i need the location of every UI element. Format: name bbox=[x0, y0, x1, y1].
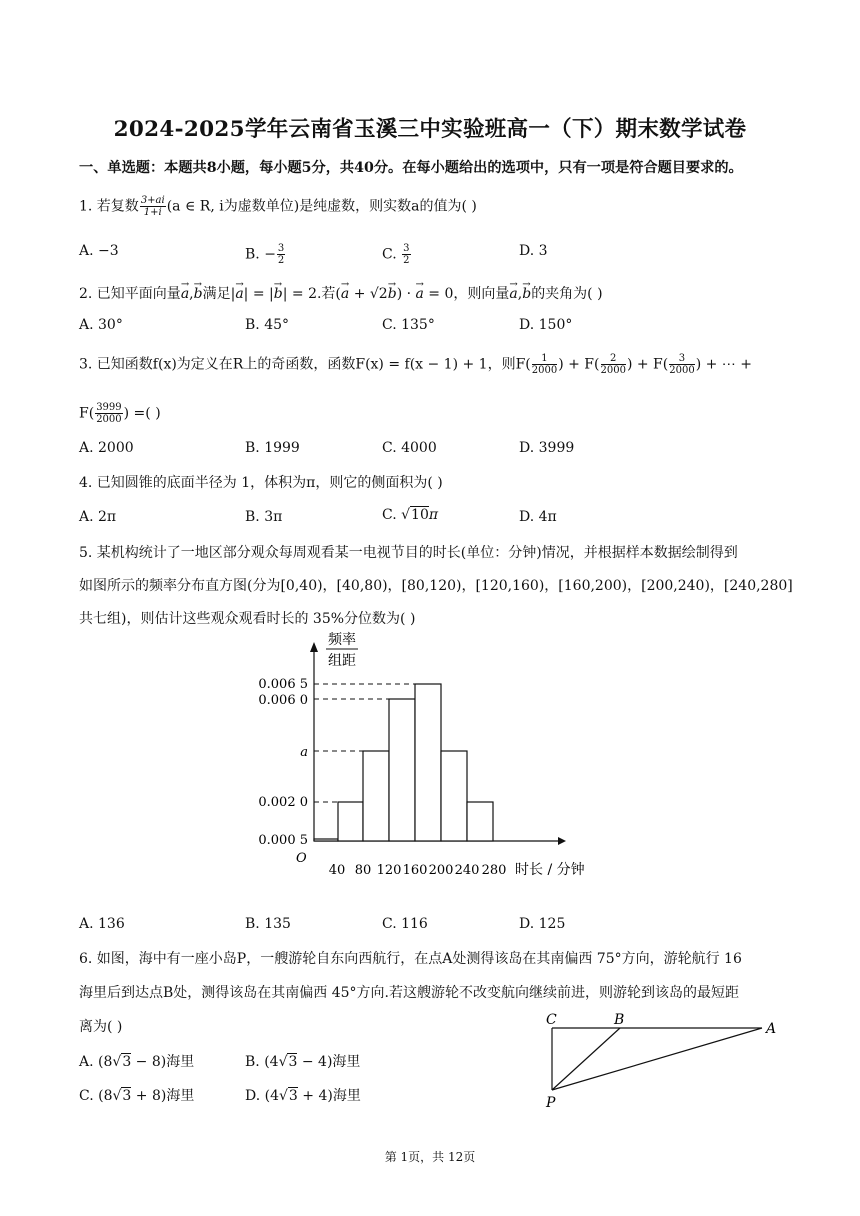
bar-80-120 bbox=[363, 751, 389, 841]
line-p-a bbox=[552, 1028, 762, 1090]
point-p-label: P bbox=[546, 1095, 556, 1111]
y-axis-arrow bbox=[310, 642, 318, 652]
q4-option-b: B. 3π bbox=[245, 509, 283, 525]
question-6-line-1: 6. 如图，海中有一座小岛P，一艘游轮自东向西航行，在点A处测得该岛在其南偏西 75°方向，游轮航行 16 bbox=[79, 951, 742, 967]
point-c-label: C bbox=[546, 1012, 557, 1028]
origin-label: O bbox=[296, 851, 307, 866]
x-tick-label: 120 bbox=[376, 863, 402, 878]
x-tick-label: 40 bbox=[328, 863, 346, 878]
x-tick-label: 200 bbox=[428, 863, 454, 878]
q5-option-b: B. 135 bbox=[245, 916, 291, 932]
q3-option-b: B. 1999 bbox=[245, 440, 300, 456]
q6-option-b: B. (4√3 − 4)海里 bbox=[245, 1054, 361, 1070]
q1-option-d: D. 3 bbox=[519, 243, 548, 259]
q6-option-c: C. (8√3 + 8)海里 bbox=[79, 1088, 195, 1104]
x-tick-label: 160 bbox=[402, 863, 428, 878]
q2-option-c: C. 135° bbox=[382, 317, 435, 333]
bar-240-280 bbox=[467, 802, 493, 841]
q5-option-d: D. 125 bbox=[519, 916, 566, 932]
histogram-chart bbox=[250, 628, 610, 883]
island-diagram bbox=[540, 1010, 790, 1112]
q2-option-d: D. 150° bbox=[519, 317, 573, 333]
q1-option-b: B. − $\frac{3}{2}$ bbox=[245, 243, 285, 266]
y-tick-label: 0.006 5 bbox=[258, 677, 308, 692]
line-p-b bbox=[552, 1028, 620, 1090]
q5-option-a: A. 136 bbox=[79, 916, 125, 932]
q1-pre: 1. 若复数 bbox=[79, 198, 139, 215]
y-tick-label: 0.000 5 bbox=[258, 833, 308, 848]
bar-160-200 bbox=[415, 684, 441, 841]
q3-option-c: C. 4000 bbox=[382, 440, 437, 456]
q1-option-c: C. $\frac{3}{2}$ bbox=[382, 243, 410, 266]
question-6-line-3: 离为( ) bbox=[79, 1019, 123, 1035]
bar-0-40 bbox=[314, 839, 338, 841]
q4-option-a: A. 2π bbox=[79, 509, 117, 525]
q4-option-c: C. √10π bbox=[382, 507, 439, 523]
x-tick-label: 80 bbox=[354, 863, 372, 878]
question-1 bbox=[79, 195, 477, 218]
question-4: 4. 已知圆锥的底面半径为 1，体积为π，则它的侧面积为( ) bbox=[79, 475, 443, 491]
x-tick-label: 240 bbox=[454, 863, 480, 878]
question-6-line-2: 海里后到达点B处，测得该岛在其南偏西 45°方向.若这艘游轮不改变航向继续前进，则游轮到该岛的最短距 bbox=[79, 985, 740, 1001]
section-heading: 一、单选题：本题共8小题，每小题5分，共40分。在每小题给出的选项中，只有一项是符合题目要求的。 bbox=[79, 160, 743, 176]
question-3-line-2: F( $\frac{3999}{2000}$ ) =( ) bbox=[79, 402, 161, 425]
point-b-label: B bbox=[614, 1012, 625, 1028]
q6-option-d: D. (4√3 + 4)海里 bbox=[245, 1088, 361, 1104]
x-axis-arrow bbox=[558, 837, 566, 845]
q1-fraction: $\frac{3+ai}{1+i}$ bbox=[140, 195, 165, 218]
y-tick-label: a bbox=[300, 745, 308, 760]
q1-post: (a ∈ R, i为虚数单位)是纯虚数，则实数a的值为( ) bbox=[166, 198, 477, 215]
question-3-line-1: 3. 已知函数f(x)为定义在R上的奇函数，函数F(x) = f(x − 1) + 1，则F( $\frac{1}{2000}$ ) + F( $\frac{2}{2000}$ ) + F( $\frac{3}{2000}$ ) + ⋯ + bbox=[79, 353, 752, 376]
bar-200-240 bbox=[441, 751, 467, 841]
question-5-line-1: 5. 某机构统计了一地区部分观众每周观看某一电视节目的时长(单位：分钟)情况，并根据样本数据绘制得到 bbox=[79, 545, 738, 561]
x-axis-label: 时长 / 分钟 bbox=[515, 862, 585, 878]
y-tick-label: 0.002 0 bbox=[258, 795, 308, 810]
question-2: 2. 已知平面向量→ a,→ b满足|→ a| = |→ b| = 2.若(→ a + √2→ b) · → a = 0，则向量→ a,→ b的夹角为( ) bbox=[79, 284, 603, 304]
y-label-denominator: 组距 bbox=[328, 653, 356, 669]
x-tick-label: 280 bbox=[481, 863, 507, 878]
q2-option-a: A. 30° bbox=[79, 317, 123, 333]
point-a-label: A bbox=[766, 1021, 777, 1037]
page-title: 2024-2025学年云南省玉溪三中实验班高一（下）期末数学试卷 bbox=[113, 117, 747, 142]
q3-option-d: D. 3999 bbox=[519, 440, 575, 456]
question-5-line-3: 共七组)，则估计这些观众观看时长的 35%分位数为( ) bbox=[79, 611, 416, 627]
q3-option-a: A. 2000 bbox=[79, 440, 134, 456]
q5-option-c: C. 116 bbox=[382, 916, 428, 932]
page-footer: 第 1页，共 12页 bbox=[384, 1150, 476, 1164]
q6-option-a: A. (8√3 − 8)海里 bbox=[79, 1054, 195, 1070]
q1-option-a: A. −3 bbox=[79, 243, 119, 259]
bar-40-80 bbox=[338, 802, 363, 841]
y-tick-label: 0.006 0 bbox=[258, 693, 308, 708]
question-5-line-2: 如图所示的频率分布直方图(分为[0,40)，[40,80)，[80,120)，[120,160)，[160,200)，[200,240)，[240,280] bbox=[79, 578, 793, 594]
q2-option-b: B. 45° bbox=[245, 317, 290, 333]
y-label-numerator: 频率 bbox=[328, 632, 356, 648]
bar-120-160 bbox=[389, 699, 415, 841]
q4-option-d: D. 4π bbox=[519, 509, 557, 525]
histogram-bars bbox=[314, 684, 493, 841]
